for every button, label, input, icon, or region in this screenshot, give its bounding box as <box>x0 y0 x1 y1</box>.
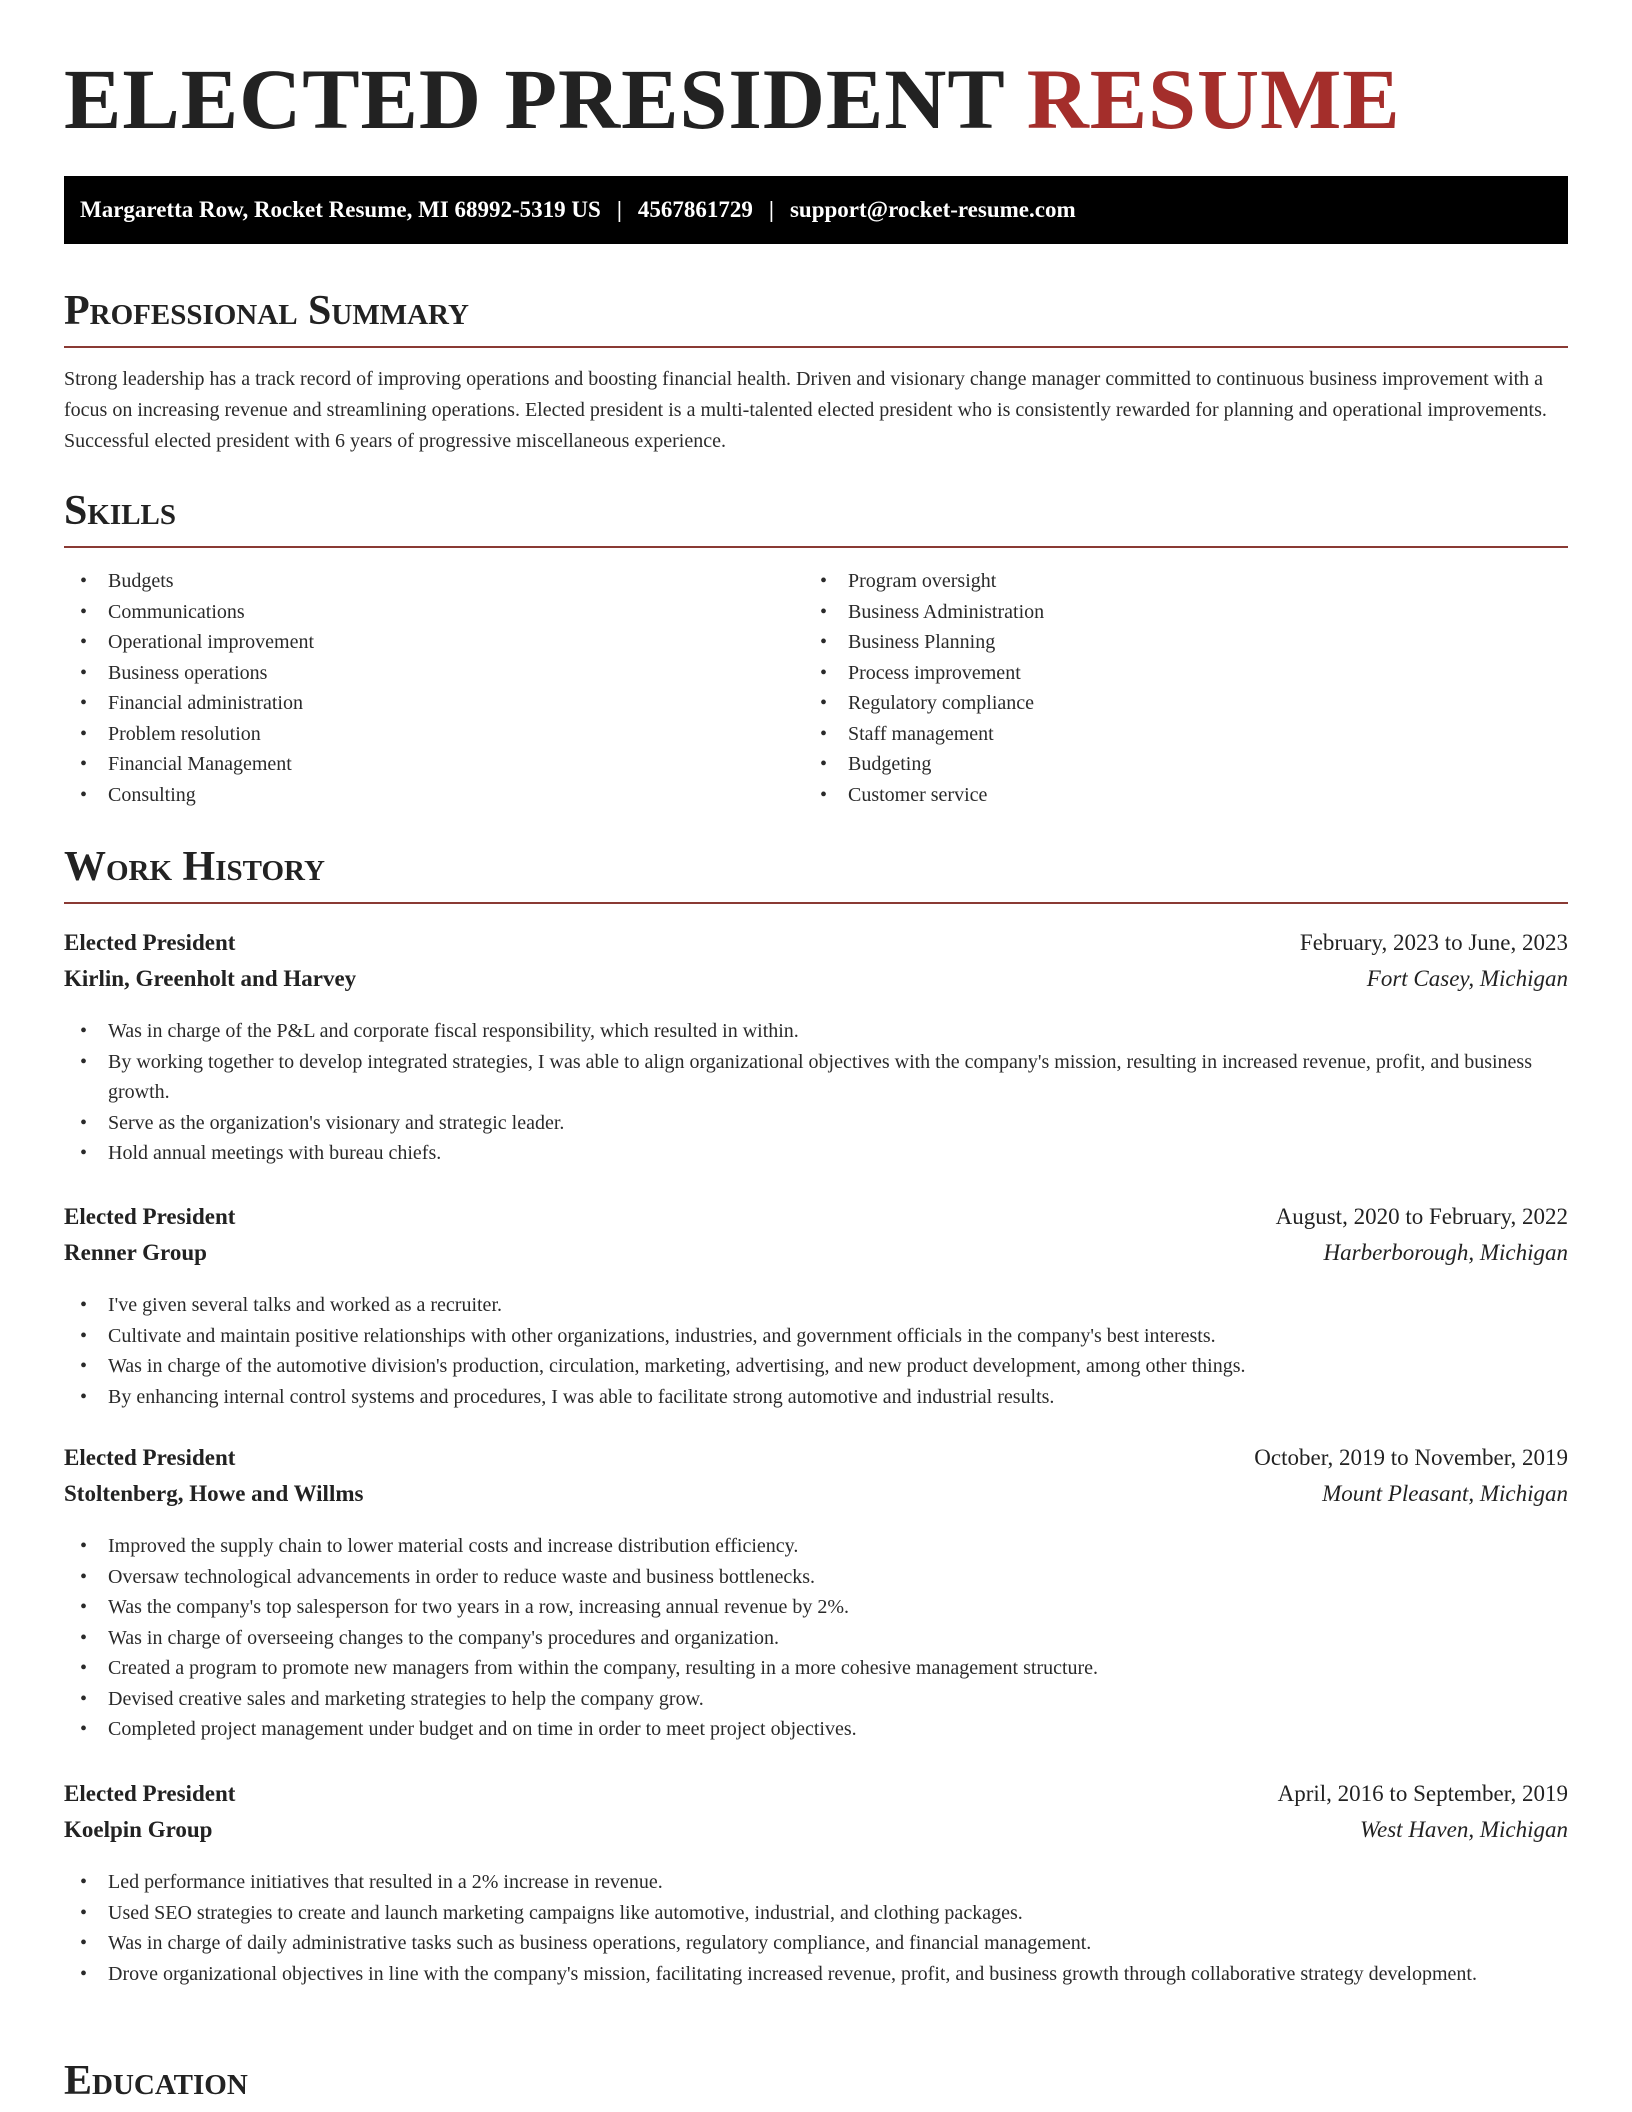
job-location: Mount Pleasant, Michigan <box>1322 1481 1568 1506</box>
section-heading: Skills <box>64 488 177 534</box>
contact-separator: | <box>768 197 774 222</box>
summary-section <box>64 290 1568 457</box>
contact-bar <box>64 176 1568 244</box>
section-heading: Education <box>64 2058 248 2104</box>
skills-list-left <box>64 566 804 810</box>
skill-item: • Financial administration <box>64 688 804 719</box>
skill-item: • Communications <box>64 597 804 628</box>
section-divider <box>64 346 1568 348</box>
contact-phone: 4567861729 <box>637 197 753 222</box>
job-bullet: • Improved the supply chain to lower material costs and increase distribution efficiency. <box>64 1531 1568 1562</box>
job-bullets <box>64 1016 1568 1169</box>
education-section <box>64 2060 1568 2102</box>
skills-section <box>64 490 1568 810</box>
job-entry <box>64 930 1568 1169</box>
job-bullet: • Led performance initiatives that resulted in a 2% increase in revenue. <box>64 1867 1568 1898</box>
section-divider <box>64 546 1568 548</box>
job-bullet: • Devised creative sales and marketing strategies to help the company grow. <box>64 1684 1568 1715</box>
summary-text: Strong leadership has a track record of improving operations and boosting financial health. Driven and visionary change manager committed to continuous business improvement with a focus on increasing revenue and streamlining operations. Elected president is a multi-talented elected president who is consistently rewarded for planning and operational improvements. Successful elected president with 6 years of progressive miscellaneous experience. <box>64 368 1547 452</box>
skill-item: • Regulatory compliance <box>804 688 1544 719</box>
job-entry <box>64 1781 1568 1989</box>
contact-address: Margaretta Row, Rocket Resume, MI 68992-5319 US <box>80 197 601 222</box>
job-title: Elected President <box>64 1781 236 1806</box>
job-bullet: • Was in charge of the automotive division's production, circulation, marketing, advertising, and new product development, among other things. <box>64 1351 1568 1382</box>
job-title: Elected President <box>64 930 236 955</box>
job-bullets <box>64 1290 1568 1412</box>
job-location: West Haven, Michigan <box>1359 1817 1568 1842</box>
job-bullet: • By working together to develop integrated strategies, I was able to align organizational objectives with the company's mission, resulting in increased revenue, profit, and business growth. <box>64 1047 1568 1108</box>
job-bullet: • I've given several talks and worked as a recruiter. <box>64 1290 1568 1321</box>
job-location: Fort Casey, Michigan <box>1366 966 1568 991</box>
job-bullet: • Was the company's top salesperson for two years in a row, increasing annual revenue by 2%. <box>64 1592 1568 1623</box>
contact-separator: | <box>616 197 622 222</box>
resume-title <box>64 51 1401 147</box>
skill-item: • Budgets <box>64 566 804 597</box>
skill-item: • Business Administration <box>804 597 1544 628</box>
job-bullets <box>64 1531 1568 1745</box>
title-accent: RESUME <box>1026 51 1401 147</box>
job-bullets <box>64 1867 1568 1989</box>
job-bullet: • Was in charge of daily administrative tasks such as business operations, regulatory compliance, and financial management. <box>64 1928 1568 1959</box>
skill-item: • Process improvement <box>804 658 1544 689</box>
job-entry <box>64 1445 1568 1745</box>
job-title: Elected President <box>64 1204 236 1229</box>
job-bullet: • Cultivate and maintain positive relationships with other organizations, industries, and government officials in the company's best interests. <box>64 1321 1568 1352</box>
skill-item: • Operational improvement <box>64 627 804 658</box>
job-dates: February, 2023 to June, 2023 <box>1299 930 1568 955</box>
job-title: Elected President <box>64 1445 236 1470</box>
job-bullet: • Serve as the organization's visionary and strategic leader. <box>64 1108 1568 1139</box>
job-bullet: • Oversaw technological advancements in order to reduce waste and business bottlenecks. <box>64 1562 1568 1593</box>
job-bullet: • Hold annual meetings with bureau chiefs. <box>64 1138 1568 1169</box>
skill-item: • Business operations <box>64 658 804 689</box>
job-bullet: • Drove organizational objectives in line with the company's mission, facilitating increased revenue, profit, and business growth through collaborative strategy development. <box>64 1959 1568 1990</box>
job-dates: April, 2016 to September, 2019 <box>1277 1781 1568 1806</box>
job-entry <box>64 1204 1568 1412</box>
work-history-section <box>64 846 1568 904</box>
skill-item: • Consulting <box>64 780 804 811</box>
job-company: Koelpin Group <box>64 1817 213 1842</box>
skills-list-right <box>804 566 1544 810</box>
job-company: Stoltenberg, Howe and Willms <box>64 1481 364 1506</box>
job-bullet: • Created a program to promote new managers from within the company, resulting in a more cohesive management structure. <box>64 1653 1568 1684</box>
section-heading: Work History <box>64 844 325 890</box>
job-bullet: • Used SEO strategies to create and launch marketing campaigns like automotive, industrial, and clothing packages. <box>64 1898 1568 1929</box>
job-bullet: • Was in charge of overseeing changes to the company's procedures and organization. <box>64 1623 1568 1654</box>
title-main: ELECTED PRESIDENT <box>64 51 1005 147</box>
job-company: Renner Group <box>64 1240 207 1265</box>
job-dates: October, 2019 to November, 2019 <box>1254 1445 1568 1470</box>
skill-item: • Program oversight <box>804 566 1544 597</box>
contact-email: support@rocket-resume.com <box>789 197 1076 222</box>
skill-item: • Budgeting <box>804 749 1544 780</box>
skill-item: • Financial Management <box>64 749 804 780</box>
section-heading: Professional Summary <box>64 288 469 334</box>
skills-columns <box>64 566 1568 810</box>
skill-item: • Customer service <box>804 780 1544 811</box>
job-bullet: • By enhancing internal control systems and procedures, I was able to facilitate strong automotive and industrial results. <box>64 1382 1568 1413</box>
skill-item: • Staff management <box>804 719 1544 750</box>
job-bullet: • Was in charge of the P&L and corporate fiscal responsibility, which resulted in within. <box>64 1016 1568 1047</box>
job-dates: August, 2020 to February, 2022 <box>1275 1204 1568 1229</box>
skill-item: • Business Planning <box>804 627 1544 658</box>
job-location: Harberborough, Michigan <box>1323 1240 1568 1265</box>
section-divider <box>64 902 1568 904</box>
job-bullet: • Completed project management under budget and on time in order to meet project objectives. <box>64 1714 1568 1745</box>
skill-item: • Problem resolution <box>64 719 804 750</box>
job-company: Kirlin, Greenholt and Harvey <box>64 966 357 991</box>
